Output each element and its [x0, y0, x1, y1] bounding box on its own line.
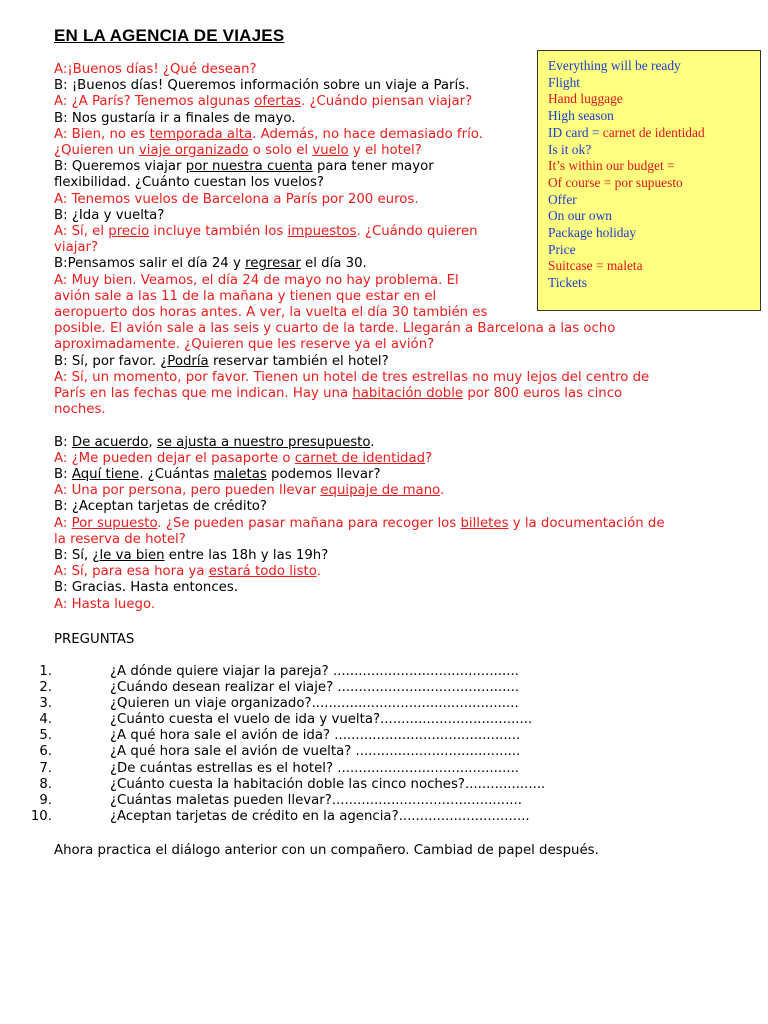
vocabulary-term: por nuestra cuenta [185, 159, 313, 175]
vocab-text: Is it ok? [548, 141, 592, 157]
dialogue-line [54, 483, 719, 499]
question-item [30, 761, 670, 777]
question-text: ¿Cuántas maletas pueden llevar?............................................. [110, 792, 522, 808]
question-text: ¿De cuántas estrellas es el hotel? ........................................... [110, 760, 520, 776]
dialogue-text: , [148, 434, 157, 450]
question-item [30, 696, 670, 712]
questions-list [30, 664, 670, 825]
question-number: 3. [39, 696, 52, 712]
dialogue-line [54, 354, 719, 370]
vocab-text: On our own [548, 208, 612, 224]
dialogue-text: A: Una por persona, pero pueden llevar [54, 483, 321, 499]
dialogue-text: . ¿Cuándo piensan viajar? [301, 94, 473, 110]
dialogue-text: B: Sí, ¿ [54, 548, 100, 564]
vocab-item [548, 275, 750, 292]
dialogue-text: . [440, 483, 445, 499]
question-text: ¿Aceptan tarjetas de crédito en la agencia?............................... [110, 808, 530, 824]
dialogue-text: aeropuerto dos horas antes. A ver, la vuelta el día 30 también es [54, 305, 488, 321]
vocabulary-term: precio [108, 224, 150, 240]
dialogue-text: B: ¡Buenos días! Queremos información sobre un viaje a París. [54, 78, 470, 94]
question-item [30, 744, 670, 760]
vocab-item [548, 142, 750, 159]
vocab-text: Hand luggage [548, 91, 623, 107]
vocab-item [548, 158, 750, 175]
dialogue-text: A: Sí, un momento, por favor. Tienen un hotel de tres estrellas no muy lejos del centro de [54, 369, 650, 385]
dialogue-text: París en las fechas que me indican. Hay una [54, 386, 353, 402]
dialogue-text: B:Pensamos salir el día 24 y [54, 256, 246, 272]
dialogue-text: . ¿Cuántas [139, 467, 214, 483]
dialogue-text: para tener mayor [312, 159, 434, 175]
question-text: ¿Cuánto cuesta el vuelo de ida y vuelta?.................................... [110, 712, 533, 728]
dialogue-line [54, 321, 719, 337]
document-title: EN LA AGENCIA DE VIAJES [54, 26, 285, 45]
question-text: ¿A dónde quiere viajar la pareja? ............................................ [110, 664, 519, 679]
vocabulary-term: viaje organizado [138, 143, 249, 159]
dialogue-line [54, 467, 719, 483]
dialogue-line [54, 435, 719, 451]
vocabulary-term: le va bien [99, 548, 165, 564]
dialogue-text: A: ¿A París? Tenemos algunas [54, 94, 255, 110]
vocabulary-term: regresar [245, 256, 301, 272]
question-text: ¿A qué hora sale el avión de vuelta? ....................................... [110, 744, 521, 760]
dialogue-text: . [370, 434, 375, 450]
dialogue-line [54, 402, 719, 418]
question-item [30, 793, 670, 809]
dialogue-text: la reserva de hotel? [54, 531, 186, 547]
vocab-text: Flight [548, 74, 580, 90]
question-item [30, 777, 670, 793]
question-number: 2. [39, 680, 52, 696]
vocabulary-term: carnet de identidad [294, 450, 426, 466]
vocab-text: Package holiday [548, 225, 637, 241]
dialogue-text: B: [54, 434, 72, 450]
dialogue-line [54, 516, 719, 532]
dialogue-text: . ¿Cuándo quieren [356, 224, 478, 240]
dialogue-text: . [316, 564, 321, 580]
vocab-translation: carnet de identidad [602, 124, 705, 140]
question-number: 9. [39, 792, 52, 808]
dialogue-text: reservar también el hotel? [208, 353, 389, 369]
vocab-item [548, 58, 750, 75]
vocab-item [548, 225, 750, 242]
question-text: ¿Quieren un viaje organizado?................................................. [110, 696, 519, 712]
vocab-text: Price [548, 241, 576, 257]
dialogue-text: B: ¿Aceptan tarjetas de crédito? [54, 499, 267, 515]
dialogue-text: B: ¿Ida y vuelta? [54, 207, 165, 223]
dialogue-text: avión sale a las 11 de la mañana y tienen que estar en el [54, 288, 437, 304]
vocabulary-term: equipaje de mano [320, 483, 441, 499]
question-text: ¿Cuándo desean realizar el viaje? ........................................... [110, 680, 520, 696]
question-text: ¿Cuánto cuesta la habitación doble las cinco noches?................... [110, 776, 546, 792]
questions-heading: PREGUNTAS [54, 632, 135, 647]
dialogue-text: . ¿Se pueden pasar mañana para recoger los [157, 515, 461, 531]
dialogue-line [54, 451, 719, 467]
dialogue-text: aproximadamente. ¿Quieren que les reserve ya el avión? [54, 337, 435, 353]
dialogue-text: A: [54, 515, 72, 531]
dialogue-text: B: Queremos viajar [54, 159, 186, 175]
dialogue-line [54, 597, 719, 613]
vocabulary-term: temporada alta [149, 126, 253, 142]
vocabulary-term: Aquí tiene [71, 467, 140, 483]
vocab-text: Tickets [548, 275, 587, 291]
vocab-item [548, 175, 750, 192]
dialogue-line [54, 532, 719, 548]
dialogue-text: por 800 euros las cinco [463, 386, 623, 402]
dialogue-text: . Además, no hace demasiado frío. [252, 126, 483, 142]
dialogue-text: A: Tenemos vuelos de Barcelona a París por 200 euros. [54, 191, 419, 207]
vocab-text: Suitcase = maleta [548, 258, 643, 274]
dialogue-text: viajar? [54, 240, 99, 256]
vocabulary-term: Podría [167, 353, 209, 369]
question-text: ¿A qué hora sale el avión de ida? ............................................ [110, 728, 521, 744]
vocab-item [548, 208, 750, 225]
dialogue-line [54, 564, 719, 580]
dialogue-text: incluye también los [149, 224, 288, 240]
question-item [30, 680, 670, 696]
dialogue-text: A: Hasta luego. [54, 596, 156, 612]
dialogue-line [54, 386, 719, 402]
dialogue-text: podemos llevar? [266, 467, 381, 483]
vocab-text: High season [548, 108, 614, 124]
dialogue-text: A: Sí, el [54, 224, 109, 240]
vocabulary-term: billetes [460, 515, 509, 531]
dialogue-text: flexibilidad. ¿Cuánto cuestan los vuelos? [54, 175, 324, 191]
vocab-item [548, 91, 750, 108]
dialogue-text: posible. El avión sale a las seis y cuarto de la tarde. Llegarán a Barcelona a las ocho [54, 321, 616, 337]
dialogue-text: entre las 18h y las 19h? [164, 548, 329, 564]
question-number: 10. [30, 808, 52, 824]
vocab-text: Everything will be ready [548, 58, 681, 73]
dialogue-text: A: Bien, no es [54, 126, 150, 142]
dialogue-line [54, 580, 719, 596]
dialogue-text: A: Muy bien. Veamos, el día 24 de mayo no hay problema. El [54, 272, 459, 288]
vocab-item [548, 258, 750, 275]
question-number: 5. [39, 728, 52, 744]
vocabulary-term: Por supuesto [71, 515, 158, 531]
dialogue-text: B: Gracias. Hasta entonces. [54, 580, 238, 596]
dialogue-text: B: Sí, por favor. ¿ [54, 353, 168, 369]
vocabulary-term: De acuerdo [71, 434, 149, 450]
dialogue-text: ? [425, 450, 433, 466]
dialogue-line [54, 370, 719, 386]
dialogue-text: A: ¿Me pueden dejar el pasaporte o [54, 450, 295, 466]
dialogue-text: ¿Quieren un [54, 143, 139, 159]
vocabulary-term: se ajusta a nuestro presupuesto [156, 434, 371, 450]
question-number: 8. [39, 776, 52, 792]
dialogue-text: o solo el [248, 143, 313, 159]
vocab-item [548, 75, 750, 92]
question-item [30, 728, 670, 744]
vocabulary-term: vuelo [312, 143, 349, 159]
vocabulary-term: habitación doble [352, 386, 464, 402]
vocabulary-term: estará todo listo [208, 564, 317, 580]
dialogue-text: A: Sí, para esa hora ya [54, 564, 209, 580]
dialogue-line [54, 499, 719, 515]
vocab-item [548, 192, 750, 209]
question-number: 4. [39, 712, 52, 728]
vocab-text: Offer [548, 191, 577, 207]
dialogue-text: y la documentación de [508, 515, 665, 531]
vocabulary-term: impuestos [287, 224, 357, 240]
vocabulary-term: maletas [213, 467, 267, 483]
dialogue-text: noches. [54, 402, 106, 418]
question-number: 6. [39, 744, 52, 760]
vocab-item [548, 108, 750, 125]
question-item [30, 809, 670, 825]
vocabulary-box [537, 50, 761, 311]
vocab-item [548, 242, 750, 259]
dialogue-text: B: [54, 467, 72, 483]
vocabulary-term: ofertas [254, 94, 301, 110]
question-item [30, 664, 670, 680]
vocab-text: Of course = por supuesto [548, 174, 683, 190]
practice-instruction: Ahora practica el diálogo anterior con un compañero. Cambiad de papel después. [54, 843, 599, 858]
dialogue-text: A:¡Buenos días! ¿Qué desean? [54, 62, 257, 77]
vocab-text: ID card = [548, 124, 603, 140]
question-number: 7. [39, 760, 52, 776]
question-number: 1. [39, 664, 52, 679]
dialogue-text: B: Nos gustaría ir a finales de mayo. [54, 110, 296, 126]
dialogue-line [54, 337, 719, 353]
vocab-text: It’s within our budget = [548, 158, 675, 174]
vocab-item [548, 125, 750, 142]
dialogue-text: el día 30. [300, 256, 367, 272]
blank-line [54, 418, 719, 434]
dialogue-line [54, 548, 719, 564]
question-item [30, 712, 670, 728]
dialogue-text: y el hotel? [348, 143, 422, 159]
